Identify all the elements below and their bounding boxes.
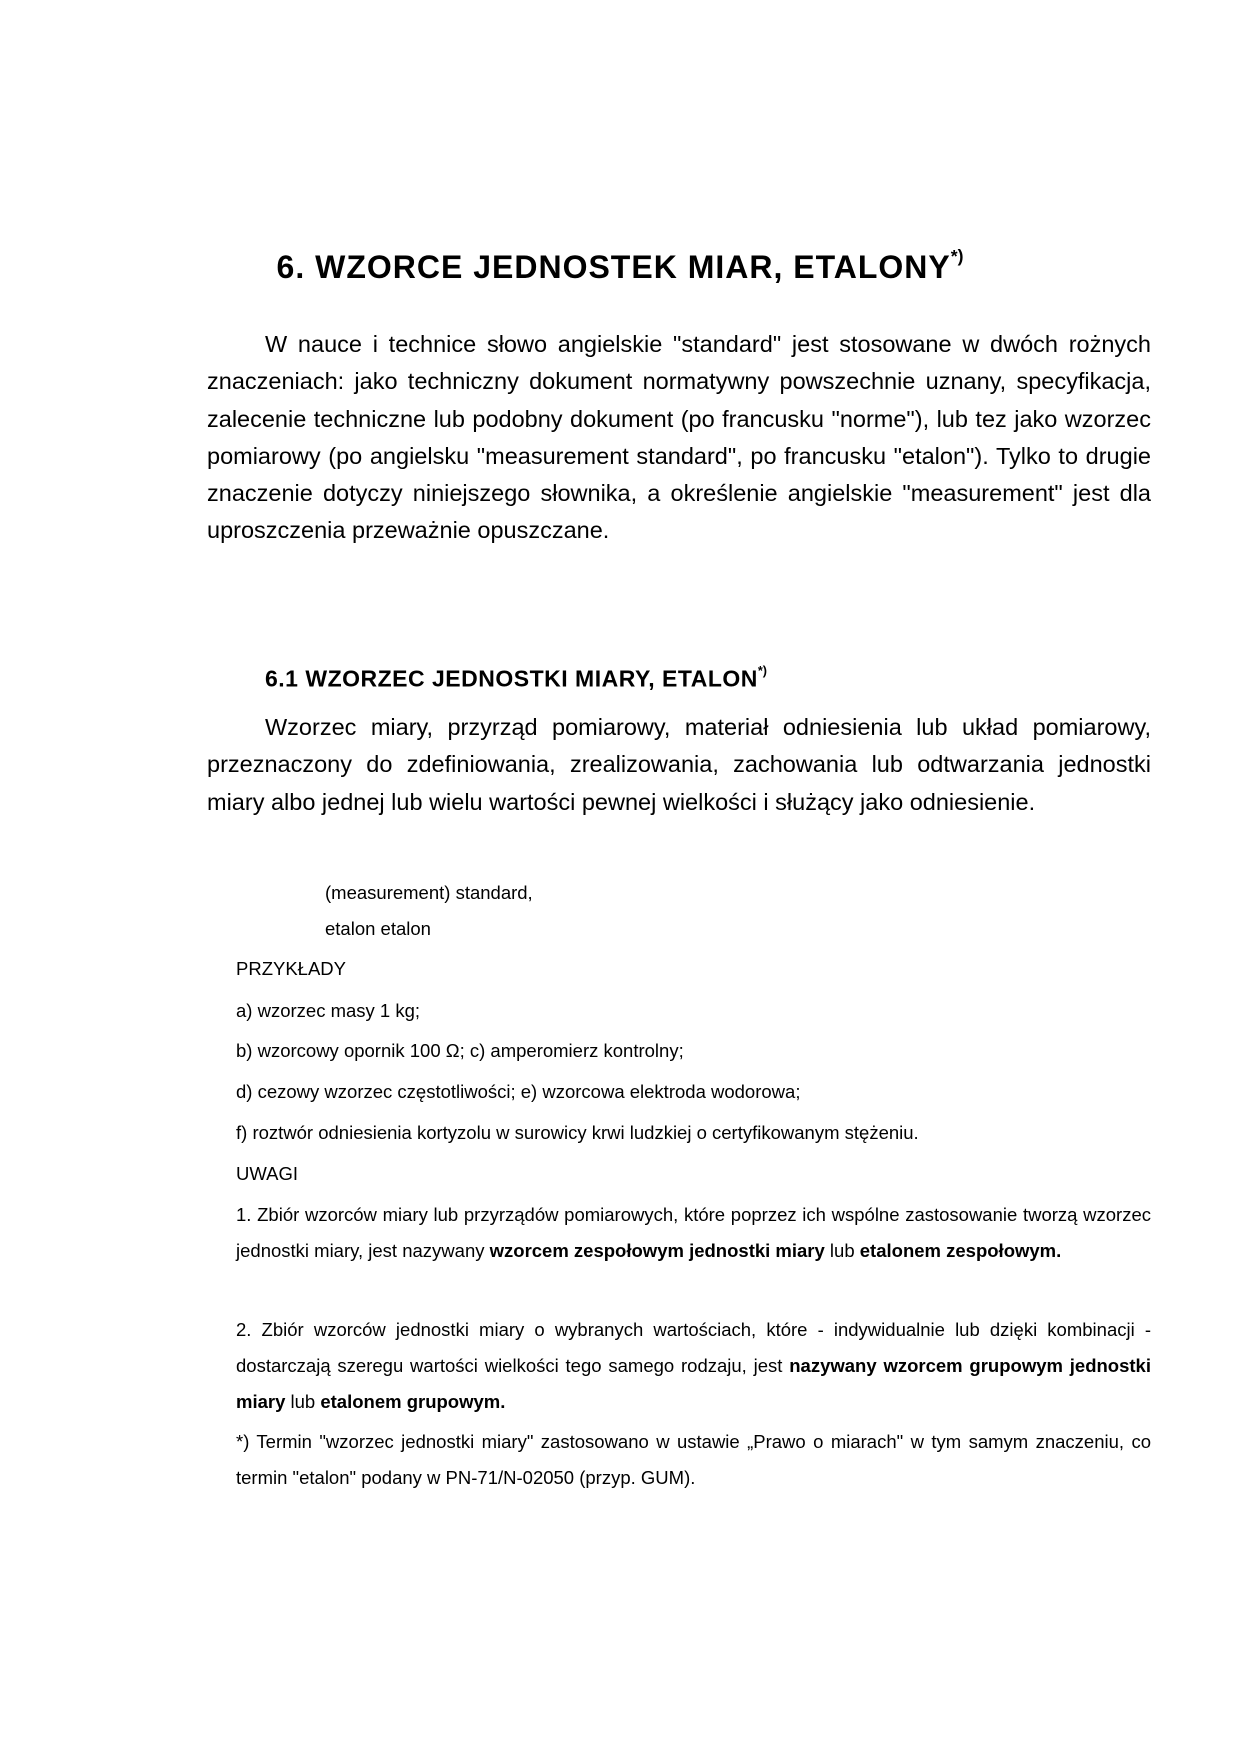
section-heading bbox=[265, 664, 767, 692]
example-item: b) wzorcowy opornik 100 Ω; c) amperomierz kontrolny; bbox=[236, 1040, 684, 1061]
footnote: *) Termin "wzorzec jednostki miary" zastosowano w ustawie „Prawo o miarach" w tym samym znaczeniu, co termin "etalon" podany w PN-71/N-02050 (przyp. GUM). bbox=[236, 1431, 1151, 1488]
example-item: d) cezowy wzorzec częstotliwości; e) wzorcowa elektroda wodorowa; bbox=[236, 1081, 801, 1102]
term-english: (measurement) standard, bbox=[325, 882, 533, 903]
example-item: f) roztwór odniesienia kortyzolu w surowicy krwi ludzkiej o certyfikowanym stężeniu. bbox=[236, 1122, 919, 1143]
footnote-mark: *) bbox=[950, 246, 964, 266]
footnote-mark: *) bbox=[757, 664, 768, 678]
chapter-title bbox=[0, 246, 1240, 286]
definition-paragraph: Wzorzec miary, przyrząd pomiarowy, materiał odniesienia lub układ pomiarowy, przeznaczony do zdefiniowania, zrealizowania, zachowania lub odtwarzania jednostki miary albo jednej lub wielu wartości pewnej wielkości i służący jako odniesienie. bbox=[207, 714, 1151, 815]
intro-paragraph: W nauce i technice słowo angielskie "standard" jest stosowane w dwóch rożnych znaczeniach: jako techniczny dokument normatywny powszechnie uznany, specyfikacja, zalecenie techniczne lub podobny dokument (po francusku "norme"), lub tez jako wzorzec pomiarowy (po angielsku "measurement standard", po francusku "etalon"). Tylko to drugie znaczenie dotyczy niniejszego słownika, a określenie angielskie "measurement" jest dla uproszczenia przeważnie opuszczane. bbox=[207, 331, 1151, 544]
note-2: 2. Zbiór wzorców jednostki miary o wybranych wartościach, które - indywidualnie lub dzięki kombinacji - dostarczają szeregu wartości wielkości tego samego rodzaju, jest nazywany wzorcem grupowym jednostki miary lub etalonem grupowym. bbox=[236, 1319, 1151, 1412]
bold-term: wzorcem zespołowym jednostki miary bbox=[489, 1240, 825, 1261]
section-heading-text: 6.1 WZORZEC JEDNOSTKI MIARY, ETALON bbox=[265, 665, 758, 692]
bold-term: etalonem zespołowym. bbox=[859, 1240, 1062, 1261]
examples-heading: PRZYKŁADY bbox=[236, 958, 347, 979]
bold-term: nazywany wzorcem grupowym jednostki miary bbox=[236, 1355, 1151, 1412]
notes-heading: UWAGI bbox=[236, 1163, 299, 1184]
chapter-title-text: 6. WZORCE JEDNOSTEK MIAR, ETALONY bbox=[276, 248, 951, 285]
note-1: 1. Zbiór wzorców miary lub przyrządów pomiarowych, które poprzez ich wspólne zastosowanie tworzą wzorzec jednostki miary, jest nazywany wzorcem zespołowym jednostki miary lub etalonem zespołowym. bbox=[236, 1204, 1151, 1261]
term-french: etalon etalon bbox=[325, 918, 431, 939]
example-item: a) wzorzec masy 1 kg; bbox=[236, 1000, 421, 1021]
bold-term: etalonem grupowym. bbox=[320, 1391, 506, 1412]
